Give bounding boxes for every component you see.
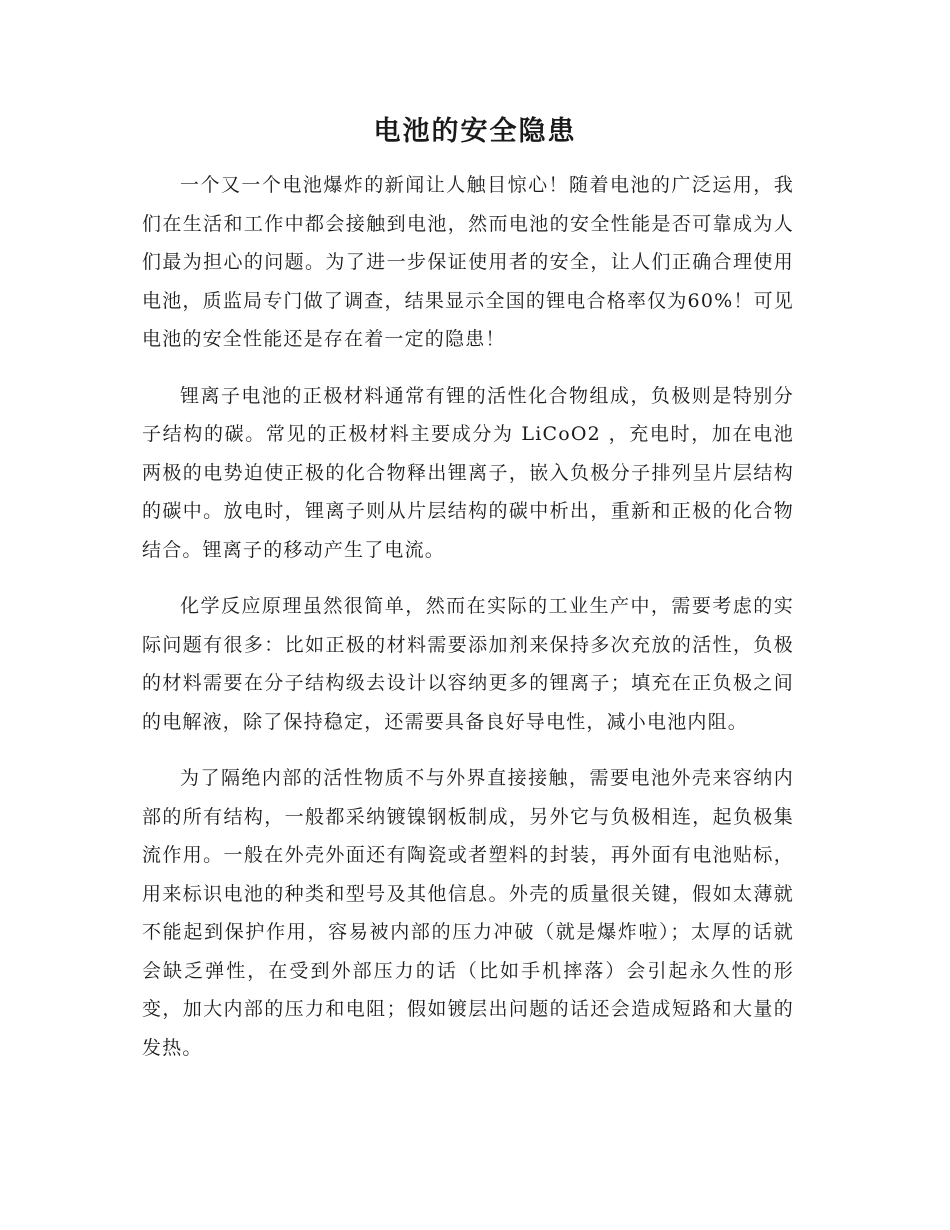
- paragraph-production-issues: 化学反应原理虽然很简单，然而在实际的工业生产中，需要考虑的实际问题有很多：比如正极的材料需要添加剂来保持多次充放的活性，负极的材料需要在分子结构级去设计以容纳更多的锂离子；填充在正负极之间的电解液，除了保持稳定，还需要具备良好导电性，减小电池内阻。: [142, 595, 794, 733]
- paragraph-battery-casing: 为了隔绝内部的活性物质不与外界直接接触，需要电池外壳来容纳内部的所有结构，一般都采纳镀镍钢板制成，另外它与负极相连，起负极集流作用。一般在外壳外面还有陶瓷或者塑料的封装，再外面有电池贴标，用来标识电池的种类和型号及其他信息。外壳的质量很关键，假如太薄就不能起到保护作用，容易被内部的压力冲破（就是爆炸啦）；太厚的话就会缺乏弹性，在受到外部压力的话（比如手机摔落）会引起永久性的形变，加大内部的压力和电阻；假如镀层出问题的话还会造成短路和大量的发热。: [142, 767, 794, 1059]
- document-body: [142, 166, 794, 1067]
- document-title: 电池的安全隐患: [373, 116, 577, 147]
- paragraph-lithium-principle: 锂离子电池的正极材料通常有锂的活性化合物组成，负极则是特别分子结构的碳。常见的正极材料主要成分为 LiCoO2 ，充电时，加在电池两极的电势迫使正极的化合物释出锂离子，嵌入负极分子排列呈片层结构的碳中。放电时，锂离子则从片层结构的碳中析出，重新和正极的化合物结合。锂离子的移动产生了电流。: [142, 384, 794, 561]
- paragraph-intro: 一个又一个电池爆炸的新闻让人触目惊心！随着电池的广泛运用，我们在生活和工作中都会接触到电池，然而电池的安全性能是否可靠成为人们最为担心的问题。为了进一步保证使用者的安全，让人们正确合理使用电池，质监局专门做了调查，结果显示全国的锂电合格率仅为60%！可见电池的安全性能还是存在着一定的隐患！: [142, 174, 794, 350]
